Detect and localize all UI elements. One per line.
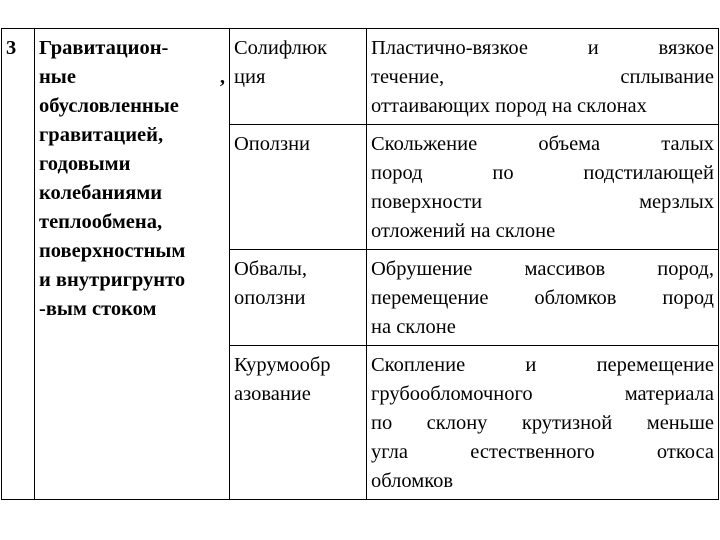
type-line: и внутригрунто — [39, 269, 186, 291]
type-line: теплообмена, — [39, 211, 163, 233]
type-line: гравитацией, — [39, 124, 164, 146]
process-name-cell — [230, 250, 367, 346]
description-line: угла естественного откоса — [371, 441, 714, 463]
type-line: -вым стоком — [39, 298, 157, 320]
description-line: оттаивающих пород на склонах — [371, 95, 647, 117]
type-line: обусловленные — [39, 95, 179, 117]
process-name-line: оползни — [234, 287, 306, 309]
table-row — [2, 29, 719, 125]
description-line: грубообломочного материала — [371, 383, 714, 405]
process-name-line: Обвалы, — [234, 258, 308, 280]
row-number-cell — [2, 29, 35, 500]
type-line: колебаниями — [39, 182, 163, 204]
type-line: ные , — [39, 66, 225, 88]
type-line: годовыми — [39, 153, 131, 175]
process-type-cell — [35, 29, 230, 500]
description-line: пород по подстилающей — [371, 162, 714, 184]
type-line: поверхностным — [39, 240, 186, 262]
process-name-cell — [230, 125, 367, 250]
row-number: 3 — [6, 37, 17, 59]
description-line: Пластично-вязкое и вязкое — [371, 37, 714, 59]
process-name-cell — [230, 29, 367, 125]
process-name-line: Солифлюк — [234, 37, 328, 59]
description-line: Обрушение массивов пород, — [371, 258, 714, 280]
process-description-cell — [367, 346, 719, 500]
process-name-line: азование — [234, 383, 311, 405]
process-name-line: Оползни — [234, 133, 311, 155]
description-line: обломков — [371, 470, 454, 492]
process-name-line: Курумообр — [234, 354, 331, 376]
description-line: отложений на склоне — [371, 220, 556, 242]
processes-table — [1, 28, 719, 500]
description-line: Скольжение объема талых — [371, 133, 714, 155]
description-line: Скопление и перемещение — [371, 354, 714, 376]
process-description-cell — [367, 29, 719, 125]
description-line: течение, сплывание — [371, 66, 714, 88]
description-line: по склону крутизной меньше — [371, 412, 714, 434]
description-line: перемещение обломков пород — [371, 287, 714, 309]
description-line: поверхности мерзлых — [371, 191, 714, 213]
process-description-cell — [367, 250, 719, 346]
process-name-cell — [230, 346, 367, 500]
process-description-cell — [367, 125, 719, 250]
process-name-line: ция — [234, 66, 266, 88]
type-line: Гравитацион- — [39, 37, 169, 59]
description-line: на склоне — [371, 316, 456, 338]
